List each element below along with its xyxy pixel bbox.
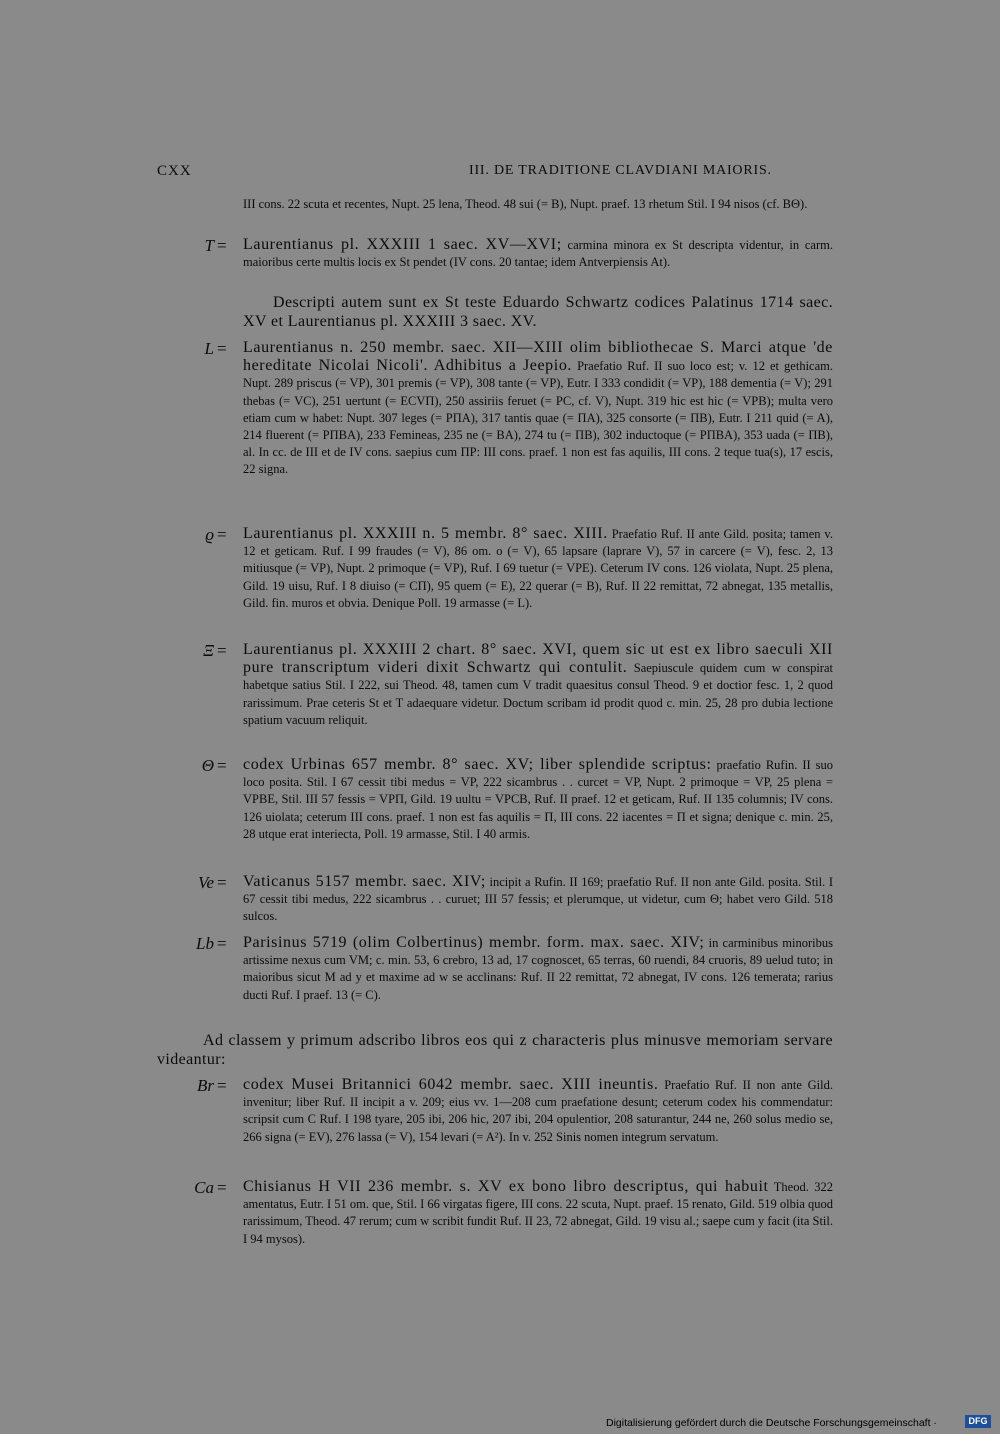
descripti-paragraph: Descripti autem sunt ex St teste Eduardo Schwartz codices Palatinus 1714 saec. XV et Laurentianus pl. XXXIII 3 saec. XV.: [243, 294, 833, 330]
siglum: Ca: [194, 1178, 214, 1197]
digitization-credit: Digitalisierung gefördert durch die Deutsche Forschungsgemeinschaft ·: [606, 1417, 937, 1429]
siglum: Lb: [196, 934, 214, 953]
siglum: ϱ: [205, 525, 214, 544]
entry-text: Praefatio Ruf. II suo loco est; v. 12 et gethicam. Nupt. 289 priscus (= VP), 301 premis (= VP), 308 tante (= VP), Eutr. I 333 condidit (= VP), 188 dementia (= V); 291 thebas (= VC), 251 uertunt (= ECVΠ), 250 assiriis feruet (= PC, cf. V), Nupt. 319 hic est hic (= VPB); multa vero etiam cum w habet: Nupt. 307 leges (= PΠA), 317 tantis quae (= ΠA), 325 consorte (= ΠB), Eutr. I 211 quid (= A), 214 fluerent (= PΠBA), 233 Femineas, 235 ne (= BA), 274 tu (= ΠB), 302 inductoque (= PΠBA), 353 uada (= ΠB), al. In cc. de III et de IV cons. saepius cum ΠP: III cons. praef. 1 non est fas aquilis, III cons. 2 teque tua(s), 17 escis, 22 signa.: [243, 359, 834, 477]
entry-body: [243, 873, 833, 926]
equals-sign: =: [217, 641, 227, 660]
intro-text: III cons. 22 scuta et recentes, Nupt. 25 lena, Theod. 48 sui (= B), Nupt. praef. 13 rhetum Stil. I 94 nisos (cf. BΘ).: [243, 197, 808, 211]
page-number: CXX: [157, 163, 192, 179]
entry-text: incipit a Rufin. II 169; praefatio Ruf. II non ante Gild. posita. Stil. I 67 cessit tibi medus, 222 sicambrus . . curuet; III 57 fessis; et plerumque, ut videtur, cum Θ; habet vero Gild. 518 sulcos.: [243, 875, 833, 924]
entry-body: [243, 339, 833, 479]
entry-text: in carminibus minoribus artissime nexus cum VM; c. min. 53, 6 crebro, 13 ad, 17 cognoscet, 65 terras, 60 ruendi, 84 cruoris, 89 uelud tuto; in maioribus sicut M ad y et maxime ad w se acclinans: Ruf. II 22 remittat, 72 abnegat, IV cons. 126 temerata; rarius ducti Ruf. I praef. 13 (= C).: [243, 936, 833, 1002]
equals-sign: =: [217, 339, 227, 358]
entry-text: Theod. 322 amentatus, Eutr. I 51 om. que, Stil. I 66 virgatas figere, III cons. 22 scuta, Nupt. praef. 15 renato, Gild. 519 olbia quod rarissimum, Theod. 47 rerum; cum w scribit fundit Ruf. II 23, 72 abnegat, Gild. 19 visu al.; saepe cum y facit (ita Stil. I 94 mysos).: [243, 1180, 833, 1246]
entry-lead: codex Urbinas 657 membr. 8° saec. XV; liber splendide scriptus:: [243, 756, 712, 773]
entry-lead: Laurentianus pl. XXXIII n. 5 membr. 8° saec. XIII.: [243, 525, 608, 542]
siglum: Θ: [201, 756, 214, 775]
running-title: III. DE TRADITIONE CLAVDIANI MAIORIS.: [469, 163, 772, 178]
equals-sign: =: [217, 236, 227, 255]
siglum: T: [204, 236, 214, 255]
entry-text: praefatio Rufin. II suo loco posita. Stil. I 67 cessit tibi medus = VP, 222 sicambrus . . curcet = VP, Nupt. 2 primoque = VP, 25 plena = VPBE, Stil. III 57 fessis = VPΠ, Gild. 19 uultu = VPCB, Ruf. II praef. 12 et geticam, Ruf. II 135 columnis; IV cons. 126 uiolata; ceterum III cons. praef. 1 non est fas aquilis = Π, III cons. 22 iacentes = Π et signa; denique c. min. 25, 28 utque erat interiecta, Poll. 19 armasse, Stil. I 40 armis.: [243, 758, 833, 841]
entry-body: [243, 236, 833, 271]
equals-sign: =: [217, 525, 227, 544]
entry-lead: Laurentianus pl. XXXIII 1 saec. XV—XVI;: [243, 236, 562, 253]
entry-body: [243, 934, 833, 1004]
entry-body: [243, 525, 833, 612]
entry-text: Praefatio Ruf. II non ante Gild. invenitur; liber Ruf. II incipit a v. 209; eius vv. 1—208 cum praefatione desunt; ceterum codex his commendatur: scripsit cum C Ruf. I 198 tyare, 205 ibi, 206 hic, 207 ibi, 204 opulentior, 208 saturantur, 244 ne, 260 solus medio se, 266 signa (= EV), 276 lassa (= V), 154 levari (= A²). In v. 252 Sinis nomen integrum servatum.: [243, 1078, 834, 1144]
siglum: Ve: [197, 873, 214, 892]
entry-lead: Laurentianus pl. XXXIII 2 chart. 8° saec. XVI, quem sic ut est ex libro saeculi XII pure transcriptum videri dixit Schwartz qui contulit.: [243, 641, 833, 677]
entry-text: Saepiuscule quidem cum w conspirat habetque satius Stil. I 222, sui Theod. 48, tamen cum V tradit quaesitus consul Theod. 9 et doctior fesc. 1, 2 quod rarissimum. Prae ceteris St et T adaequare videtur. Doctum scribam id prodit quod c. min. 25, 28 pro dubia lectione spatium vacuum reliquit.: [243, 661, 833, 727]
entry-body: [243, 1178, 833, 1248]
siglum: Br: [197, 1076, 214, 1095]
siglum: Ξ: [203, 641, 214, 660]
entry-text: carmina minora ex St descripta videntur, in carm. maioribus certe multis locis ex St pendet (IV cons. 20 tantae; idem Antverpiensis At).: [243, 238, 833, 270]
entry-lead: Laurentianus n. 250 membr. saec. XII—XIII olim bibliothecae S. Marci atque 'de hereditate Nicolai Nicoli'. Adhibitus a Jeepio.: [243, 339, 833, 375]
page-header: [157, 163, 832, 183]
entry-lead: Vaticanus 5157 membr. saec. XIV;: [243, 873, 486, 890]
equals-sign: =: [217, 1178, 227, 1197]
classis-y-paragraph: Ad classem y primum adscribo libros eos qui z characteris plus minusve memoriam servare videantur:: [157, 1032, 833, 1068]
equals-sign: =: [217, 934, 227, 953]
equals-sign: =: [217, 756, 227, 775]
equals-sign: =: [217, 1076, 227, 1095]
dfg-logo[interactable]: DFG: [965, 1415, 991, 1428]
entry-body: [243, 1076, 833, 1146]
entry-text: Praefatio Ruf. II ante Gild. posita; tamen v. 12 et geticam. Ruf. I 99 fraudes (= V), 86 om. o (= V), 65 lapsare (laprare V), 57 in carcere (= V), fesc. 2, 13 mitiusque (= VP), Nupt. 2 primoque (= VP), Ruf. I 69 tuetur (= VPE). Ceterum IV cons. 126 violata, Nupt. 25 plena, Gild. 19 uisu, Ruf. I 8 diuiso (= CΠ), 95 quem (= E), 22 querar (= B), Ruf. II 22 remittat, 72 abnegat, 135 metallis, Gild. fin. muros et obvia. Denique Poll. 19 armasse (= L).: [243, 527, 833, 610]
equals-sign: =: [217, 873, 227, 892]
entry-lead: Parisinus 5719 (olim Colbertinus) membr. form. max. saec. XIV;: [243, 934, 705, 951]
entry-lead: codex Musei Britannici 6042 membr. saec. XIII ineuntis.: [243, 1076, 659, 1093]
entry-body: [243, 641, 833, 729]
entry-body: [243, 756, 833, 843]
siglum: L: [204, 339, 214, 358]
entry-lead: Chisianus H VII 236 membr. s. XV ex bono libro descriptus, qui habuit: [243, 1178, 769, 1195]
